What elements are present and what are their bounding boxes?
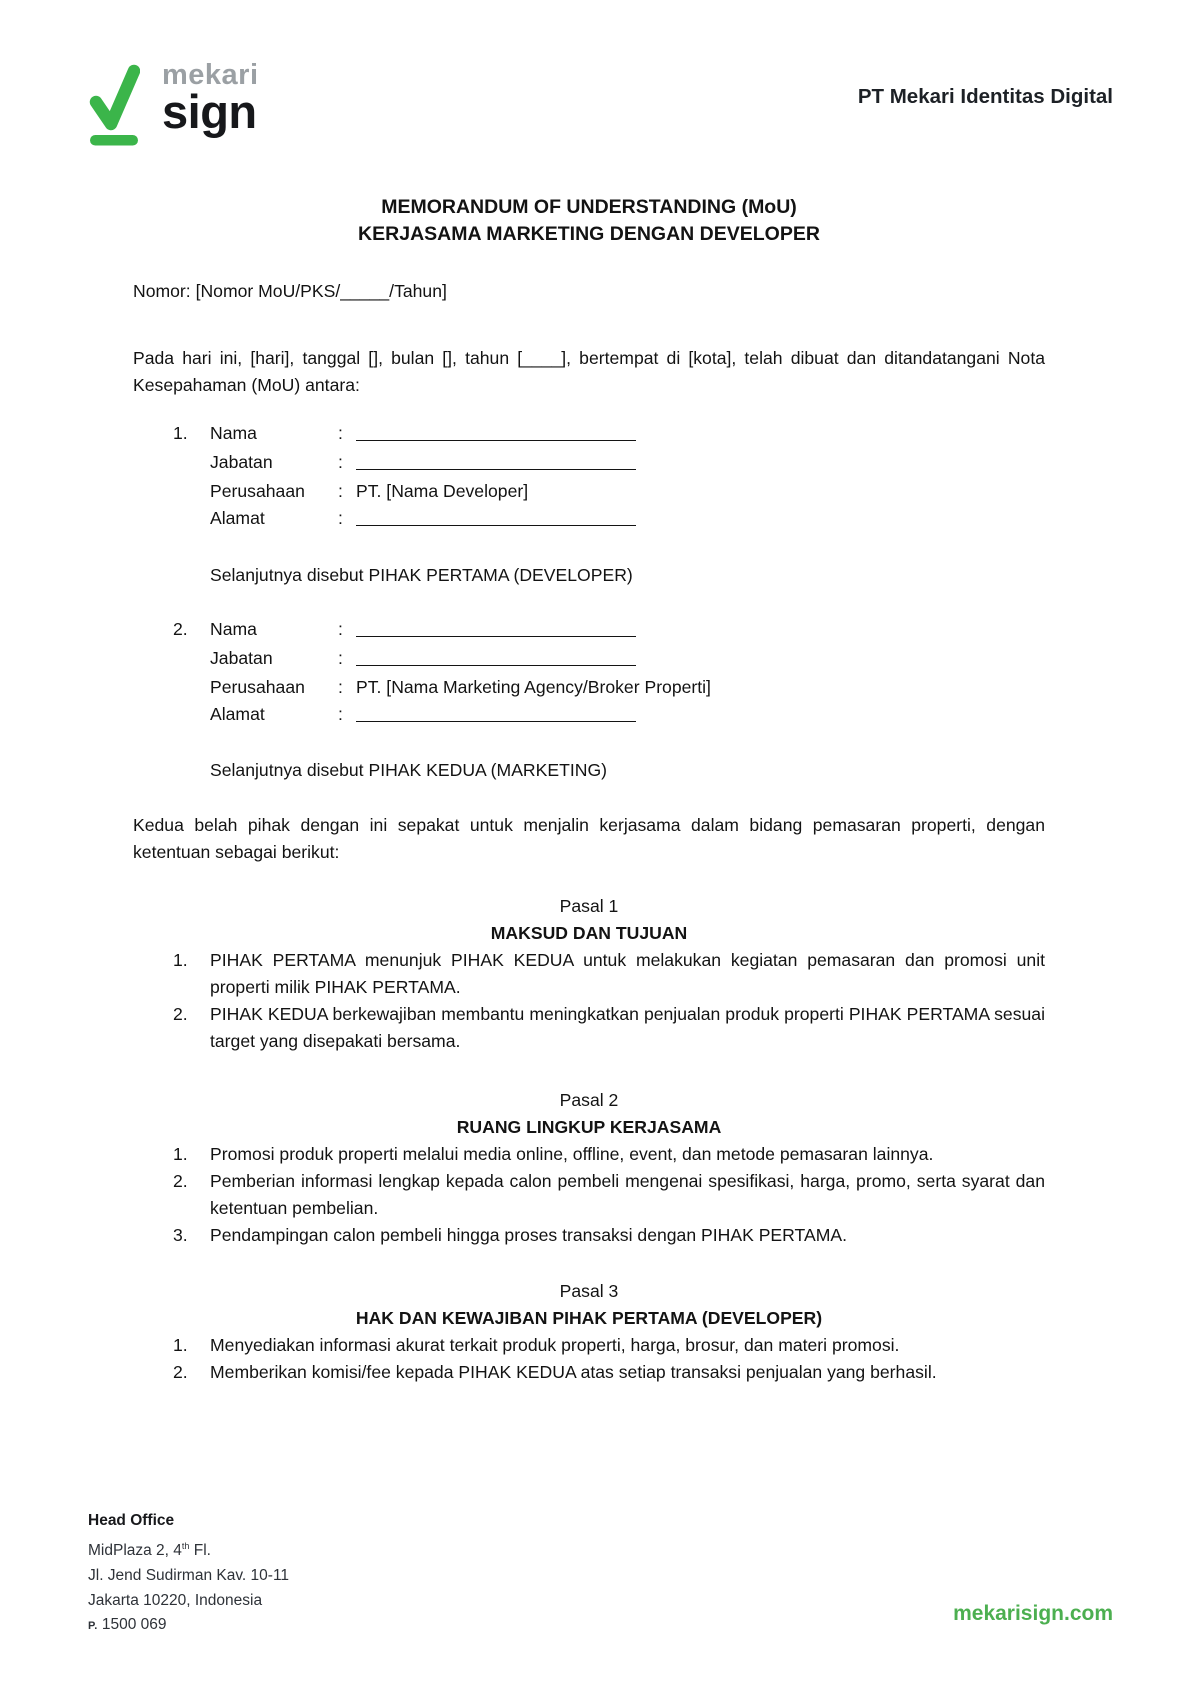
document-body	[133, 194, 1045, 1386]
field-separator: :	[338, 481, 343, 501]
phone-number: 1500 069	[101, 1616, 167, 1634]
agreement-lead-paragraph: Kedua belah pihak dengan ini sepakat untuk menjalin kerjasama dalam bidang pemasaran properti, dengan ketentuan sebagai berikut:	[133, 815, 1045, 862]
list-item-number: 3.	[173, 1225, 188, 1245]
blank-fill-line	[356, 701, 636, 722]
list-item-number: 1.	[173, 950, 188, 970]
list-item	[133, 1168, 1045, 1222]
section-heading: Pasal 1	[559, 896, 619, 916]
field-value	[356, 449, 1045, 478]
field-separator: :	[338, 452, 343, 472]
field-label: Alamat	[210, 508, 265, 528]
list-item-text: PIHAK KEDUA berkewajiban membantu meningkatkan penjualan produk properti PIHAK PERTAMA sesuai target yang disepakati bersama.	[210, 1004, 1045, 1051]
list-item	[133, 947, 1045, 1001]
list-item-number: 2.	[173, 1004, 188, 1024]
list-item-number: 2.	[173, 1171, 188, 1191]
field-row-perusahaan	[210, 478, 1045, 505]
party-second-block	[133, 616, 1045, 730]
opening-paragraph: Pada hari ini, [hari], tanggal [], bulan [], tahun [____], bertempat di [kota], telah dibuat dan ditandatangani Nota Kesepahaman (MoU) antara:	[133, 348, 1045, 395]
party-number: 2.	[173, 619, 188, 639]
footer-office-title: Head Office	[88, 1512, 175, 1529]
field-row-alamat	[210, 505, 1045, 534]
footer-address-line-2: Jl. Jend Sudirman Kav. 10-11	[88, 1566, 290, 1584]
field-separator: :	[338, 648, 343, 668]
logo-wordmark	[162, 58, 259, 156]
list-item-text: Pemberian informasi lengkap kepada calon pembeli mengenai spesifikasi, harga, promo, serta syarat dan ketentuan pembelian.	[210, 1171, 1045, 1218]
field-label: Jabatan	[210, 452, 273, 472]
list-item-text: Pendampingan calon pembeli hingga proses transaksi dengan PIHAK PERTAMA.	[210, 1225, 847, 1245]
field-row-perusahaan	[210, 674, 1045, 701]
field-label: Perusahaan	[210, 481, 305, 501]
title-line-1: MEMORANDUM OF UNDERSTANDING (MoU)	[381, 196, 797, 218]
list-item	[133, 1332, 1045, 1359]
blank-fill-line	[356, 616, 636, 637]
footer-address-line-3: Jakarta 10220, Indonesia	[88, 1591, 263, 1609]
blank-fill-line	[356, 645, 636, 666]
field-value	[356, 505, 1045, 534]
field-value	[356, 645, 1045, 674]
list-item-text: PIHAK PERTAMA menunjuk PIHAK KEDUA untuk melakukan kegiatan pemasaran dan promosi unit properti milik PIHAK PERTAMA.	[210, 950, 1045, 997]
blank-fill-line	[356, 505, 636, 526]
field-value	[356, 420, 1045, 449]
party-first-designation: Selanjutnya disebut PIHAK PERTAMA (DEVELOPER)	[210, 565, 633, 585]
company-name: PT Mekari Identitas Digital	[857, 85, 1113, 108]
list-item-number: 1.	[173, 1144, 188, 1164]
footer-office-info	[88, 1509, 289, 1639]
section-subheading: RUANG LINGKUP KERJASAMA	[456, 1117, 722, 1137]
phone-label: P.	[88, 1620, 98, 1633]
mekari-sign-logo	[88, 58, 259, 156]
list-item-number: 1.	[173, 1335, 188, 1355]
field-separator: :	[338, 704, 343, 724]
field-label: Alamat	[210, 704, 265, 724]
section-heading: Pasal 2	[559, 1090, 619, 1110]
list-item	[133, 1359, 1045, 1386]
checkmark-icon	[88, 58, 140, 156]
blank-fill-line	[356, 449, 636, 470]
blank-fill-line	[356, 420, 636, 441]
field-label: Nama	[210, 619, 257, 639]
party-first-block	[133, 420, 1045, 534]
field-row-nama	[210, 616, 1045, 645]
list-item-text: Memberikan komisi/fee kepada PIHAK KEDUA atas setiap transaksi penjualan yang berhasil.	[210, 1362, 937, 1382]
party-second-designation: Selanjutnya disebut PIHAK KEDUA (MARKETING)	[210, 760, 607, 780]
list-item-number: 2.	[173, 1362, 188, 1382]
field-separator: :	[338, 508, 343, 528]
title-line-2: KERJASAMA MARKETING DENGAN DEVELOPER	[358, 223, 820, 245]
field-row-jabatan	[210, 645, 1045, 674]
field-label: Jabatan	[210, 648, 273, 668]
field-value	[356, 616, 1045, 645]
list-item	[133, 1222, 1045, 1249]
field-value: PT. [Nama Developer]	[356, 481, 529, 501]
footer-address-line-1: MidPlaza 2, 4th Fl.	[88, 1540, 211, 1559]
section-pasal-2	[133, 1087, 1045, 1249]
list-item	[133, 1141, 1045, 1168]
field-label: Perusahaan	[210, 677, 305, 697]
field-value: PT. [Nama Marketing Agency/Broker Properti]	[356, 677, 711, 697]
list-item	[133, 1001, 1045, 1055]
logo-word-mekari: mekari	[162, 59, 259, 91]
field-label: Nama	[210, 423, 257, 443]
party-fields	[210, 616, 1045, 730]
list-item-text: Menyediakan informasi akurat terkait produk properti, harga, brosur, dan materi promosi.	[210, 1335, 900, 1355]
website-link[interactable]: mekarisign.com	[953, 1602, 1113, 1625]
field-value	[356, 701, 1045, 730]
field-separator: :	[338, 677, 343, 697]
letterhead	[88, 58, 1113, 156]
party-number: 1.	[173, 423, 188, 443]
footer-phone-line	[88, 1613, 289, 1639]
section-subheading: HAK DAN KEWAJIBAN PIHAK PERTAMA (DEVELOPER)	[355, 1308, 823, 1328]
section-heading: Pasal 3	[559, 1281, 619, 1301]
field-row-nama	[210, 420, 1045, 449]
field-row-jabatan	[210, 449, 1045, 478]
field-separator: :	[338, 619, 343, 639]
section-subheading: MAKSUD DAN TUJUAN	[490, 923, 688, 943]
section-pasal-1	[133, 893, 1045, 1055]
ordinal-superscript: th	[181, 1540, 190, 1551]
logo-word-sign: sign	[162, 85, 257, 138]
list-item-text: Promosi produk properti melalui media online, offline, event, dan metode pemasaran lainnya.	[210, 1144, 934, 1164]
section-pasal-3	[133, 1278, 1045, 1386]
field-row-alamat	[210, 701, 1045, 730]
field-separator: :	[338, 423, 343, 443]
document-title	[133, 194, 1045, 248]
party-fields	[210, 420, 1045, 534]
nomor-line: Nomor: [Nomor MoU/PKS/_____/Tahun]	[133, 281, 447, 301]
